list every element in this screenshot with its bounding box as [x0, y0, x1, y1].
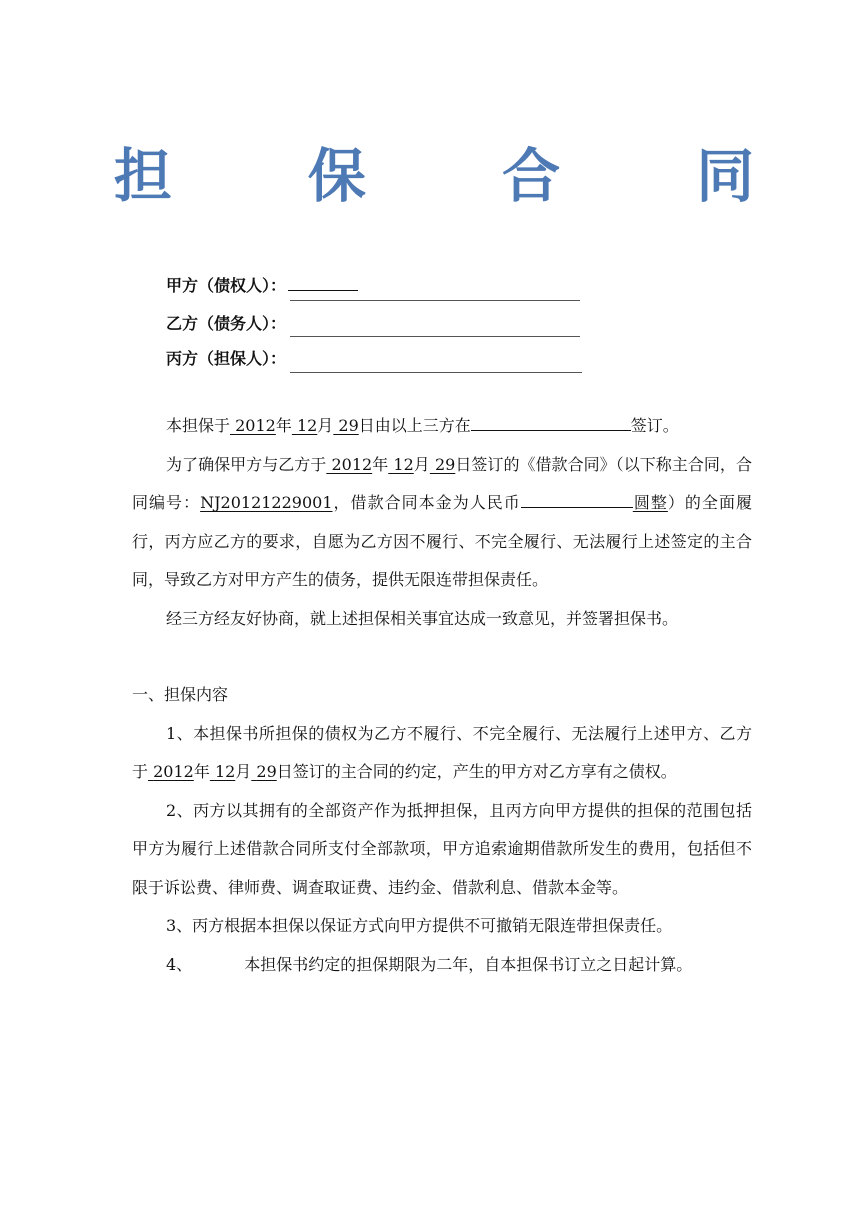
party-c-label: 丙方（担保人）： [166, 349, 287, 368]
clause-3: 3、丙方根据本担保以保证方式向甲方提供不可撤销无限连带担保责任。 [166, 916, 673, 935]
clause-1-day: 29 [256, 762, 277, 781]
principal-unit: 圆整 [632, 493, 668, 512]
party-a-blank [288, 276, 358, 291]
purpose-paragraph: 为了确保甲方与乙方于 2012年 12月 29日签订的《借款合同》（以下称主合同，合同编号：NJ20121229001，借款合同本金为人民币 圆整）的全面履行，丙方应乙方的要求，自愿为乙方因不履行、不完全履行、无法履行上述签定的主合同，导致乙方对甲方产生的债务，提供无限连带担保责任。 [132, 454, 752, 589]
clause-1-year: 2012 [153, 762, 194, 781]
signing-paragraph: 本担保于 2012年 12月 29日由以上三方在 签订。 [166, 416, 679, 435]
sign-month: 12 [296, 416, 318, 435]
party-a-line [290, 300, 580, 301]
party-b-line [290, 336, 580, 337]
clause-1-month: 12 [214, 762, 236, 781]
party-c-line [290, 372, 582, 373]
party-b-row [166, 312, 286, 336]
contract-number: NJ20121229001 [200, 493, 333, 512]
party-c-row [166, 347, 286, 371]
contract-day: 29 [434, 454, 456, 474]
sign-place-blank [471, 414, 631, 431]
clause-4: 4、 本担保书约定的担保期限为二年，自本担保书订立之日起计算。 [166, 954, 693, 974]
party-a-row [166, 274, 358, 298]
document-body [132, 407, 752, 984]
party-a-label: 甲方（债权人）： [166, 276, 287, 295]
principal-amount-blank [521, 491, 633, 508]
sign-day: 29 [338, 416, 359, 435]
clause-2: 2、丙方以其拥有的全部资产作为抵押担保，且丙方向甲方提供的担保的范围包括甲方为履行上述借款合同所支付全部款项，甲方追索逾期借款所发生的费用，包括但不限于诉讼费、律师费、调查取证费、违约金、借款利息、借款本金等。 [132, 800, 752, 897]
party-b-label: 乙方（债务人）： [166, 314, 287, 333]
section-heading: 一、担保内容 [132, 685, 229, 704]
sign-year: 2012 [235, 416, 276, 435]
consensus-paragraph: 经三方经友好协商，就上述担保相关事宜达成一致意见，并签署担保书。 [166, 608, 679, 628]
spacer [132, 638, 752, 676]
clause-1: 1、本担保书所担保的债权为乙方不履行、不完全履行、无法履行上述甲方、乙方于 2012年 12月 29日签订的主合同的约定，产生的甲方对乙方享有之债权。 [132, 723, 752, 781]
document-title: 担 保 合 同 [113, 142, 813, 210]
contract-year: 2012 [331, 454, 373, 474]
contract-month: 12 [393, 454, 414, 474]
